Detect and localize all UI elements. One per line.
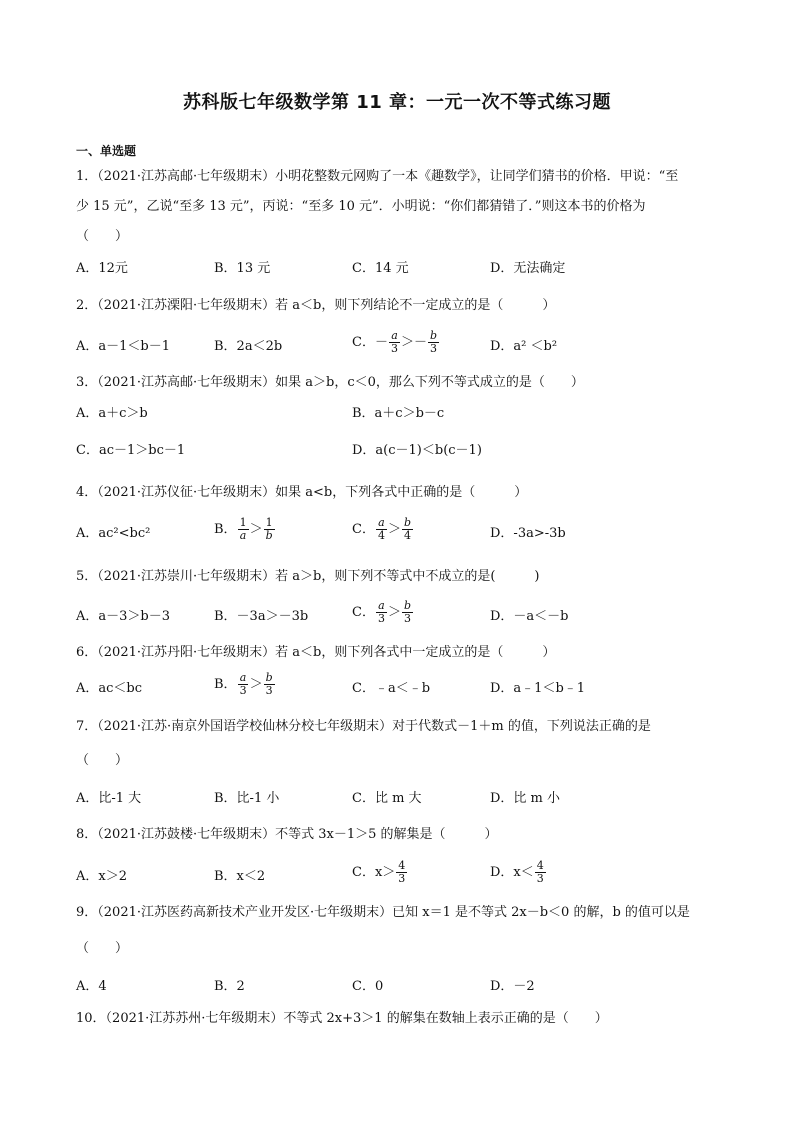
inequality-sign: ＞－ xyxy=(400,335,427,350)
fraction-numerator: a xyxy=(378,516,385,529)
fraction-numerator: b xyxy=(403,599,412,612)
fraction-numerator: a xyxy=(378,599,385,612)
fraction xyxy=(535,860,546,885)
question-3-option-a: A．a＋c＞b xyxy=(76,406,148,421)
fraction-numerator: b xyxy=(429,329,438,342)
fraction-denominator: 3 xyxy=(390,342,398,355)
question-3-line-1: 3．（2021·江苏高邮·七年级期末）如果 a＞b，c＜0，那么下列不等式成立的是（ ） xyxy=(76,375,584,390)
inequality-sign: ＞ xyxy=(249,677,263,692)
question-5-option-d: D．－a＜－b xyxy=(490,609,569,624)
question-7-option-a: A．比-1 大 xyxy=(76,791,142,806)
question-7-option-c: C．比 m 大 xyxy=(352,791,422,806)
question-3-option-b: B．a＋c＞b－c xyxy=(352,406,445,421)
inequality-sign: ＞ xyxy=(249,522,263,537)
question-4-option-d: D．-3a>-3b xyxy=(490,526,566,541)
fraction-numerator: b xyxy=(403,516,412,529)
question-1-option-b: B．13 元 xyxy=(214,261,271,276)
question-8-line-1: 8．（2021·江苏鼓楼·七年级期末）不等式 3x－1＞5 的解集是（ ） xyxy=(76,827,498,842)
fraction-denominator: a xyxy=(239,529,247,542)
fraction-denominator: 3 xyxy=(239,684,247,697)
question-9-option-a: A．4 xyxy=(76,979,107,994)
fraction xyxy=(389,330,400,355)
question-7-option-b: B．比-1 小 xyxy=(214,791,280,806)
fraction xyxy=(376,600,387,625)
fraction-denominator: 3 xyxy=(536,872,544,885)
question-1-option-d: D．无法确定 xyxy=(490,261,566,276)
question-8-option-c xyxy=(352,860,408,885)
fraction-numerator: 4 xyxy=(398,859,406,872)
question-2-option-c xyxy=(352,330,440,355)
option-d-label: D．x＜ xyxy=(490,865,534,880)
question-2-option-d: D．a² ＜b² xyxy=(490,339,558,354)
option-c-label: C．x＞ xyxy=(352,865,396,880)
question-5-option-a: A．a－3＞b－3 xyxy=(76,609,171,624)
page-title: 苏科版七年级数学第 11 章：一元一次不等式练习题 xyxy=(182,92,612,113)
fraction xyxy=(264,517,275,542)
inequality-sign: ＞ xyxy=(387,605,401,620)
fraction-denominator: 4 xyxy=(377,529,385,542)
question-10-line-1: 10．（2021·江苏苏州·七年级期末）不等式 2x+3＞1 的解集在数轴上表示正确的是（ ） xyxy=(76,1011,608,1026)
fraction xyxy=(376,517,387,542)
fraction-denominator: 3 xyxy=(377,612,385,625)
question-7-line-2: （ ） xyxy=(76,753,129,768)
inequality-sign: ＞ xyxy=(387,522,401,537)
question-9-line-1: 9．（2021·江苏医药高新技术产业开发区·七年级期末）已知 x＝1 是不等式 2x－b＜0 的解，b 的值可以是 xyxy=(76,905,690,920)
fraction-denominator: 3 xyxy=(398,872,406,885)
question-9-option-c: C．0 xyxy=(352,979,384,994)
option-b-label: B． xyxy=(214,677,237,692)
option-c-label: C． xyxy=(352,335,375,350)
question-7-line-1: 7．（2021·江苏·南京外国语学校仙林分校七年级期末）对于代数式－1＋m 的值，下列说法正确的是 xyxy=(76,719,651,734)
question-7-option-d: D．比 m 小 xyxy=(490,791,561,806)
fraction xyxy=(396,860,407,885)
question-3-option-c: C．ac－1＞bc－1 xyxy=(76,443,186,458)
question-1-line-1: 1．（2021·江苏高邮·七年级期末）小明花整数元网购了一本《趣数学》，让同学们猜书的价格．甲说：“至 xyxy=(76,169,679,184)
question-1-option-a: A．12元 xyxy=(76,261,128,276)
question-8-option-d xyxy=(490,860,547,885)
question-8-option-a: A．x＞2 xyxy=(76,869,127,884)
question-2-option-b: B．2a＜2b xyxy=(214,339,283,354)
question-1-line-3: （ ） xyxy=(76,229,129,244)
question-2-line-1: 2．（2021·江苏溧阳·七年级期末）若 a＜b，则下列结论不一定成立的是（ ） xyxy=(76,298,556,313)
option-c-label: C． xyxy=(352,522,375,537)
option-b-label: B． xyxy=(214,522,237,537)
question-3-option-d: D．a(c－1)＜b(c－1) xyxy=(352,443,482,458)
fraction-numerator: 1 xyxy=(239,516,247,529)
fraction-numerator: a xyxy=(391,329,398,342)
question-8-option-b: B．x＜2 xyxy=(214,869,266,884)
fraction xyxy=(238,517,249,542)
question-2-option-a: A．a－1＜b－1 xyxy=(76,339,171,354)
question-9-option-b: B．2 xyxy=(214,979,245,994)
fraction-denominator: 3 xyxy=(265,684,273,697)
question-4-line-1: 4．（2021·江苏仪征·七年级期末）如果 a<b，下列各式中正确的是（ ） xyxy=(76,485,528,500)
fraction-numerator: 1 xyxy=(265,516,273,529)
question-4-option-a: A．ac²<bc² xyxy=(76,526,151,541)
fraction-denominator: 3 xyxy=(430,342,437,355)
minus-sign: － xyxy=(374,335,388,350)
question-6-option-d: D．a﹣1＜b﹣1 xyxy=(490,681,586,696)
question-1-option-c: C．14 元 xyxy=(352,261,409,276)
question-6-option-b xyxy=(214,672,276,697)
question-6-option-c: C．﹣a＜﹣b xyxy=(352,681,431,696)
fraction-denominator: b xyxy=(265,529,273,542)
fraction xyxy=(238,672,249,697)
section-heading: 一、单选题 xyxy=(76,144,137,158)
fraction-denominator: 4 xyxy=(403,529,411,542)
question-4-option-c xyxy=(352,517,414,542)
question-9-option-d: D．－2 xyxy=(490,979,535,994)
question-5-line-1: 5．（2021·江苏崇川·七年级期末）若 a＞b，则下列不等式中不成立的是( ) xyxy=(76,569,540,584)
fraction xyxy=(402,600,413,625)
question-4-option-b xyxy=(214,517,276,542)
question-1-line-2: 少 15 元”，乙说“至多 13 元”，丙说：“至多 10 元”．小明说：“你们都猜错了．”则这本书的价格为 xyxy=(76,199,646,214)
fraction-numerator: a xyxy=(239,671,247,684)
fraction xyxy=(402,517,413,542)
fraction xyxy=(428,330,439,355)
option-c-label: C． xyxy=(352,605,375,620)
fraction xyxy=(264,672,275,697)
fraction-numerator: b xyxy=(265,671,273,684)
question-6-line-1: 6．（2021·江苏丹阳·七年级期末）若 a＜b，则下列各式中一定成立的是（ ） xyxy=(76,645,556,660)
question-5-option-c xyxy=(352,600,414,625)
question-5-option-b: B．－3a＞－3b xyxy=(214,609,309,624)
fraction-numerator: 4 xyxy=(536,859,544,872)
fraction-denominator: 3 xyxy=(403,612,411,625)
question-6-option-a: A．ac＜bc xyxy=(76,681,143,696)
question-9-line-2: （ ） xyxy=(76,941,129,956)
